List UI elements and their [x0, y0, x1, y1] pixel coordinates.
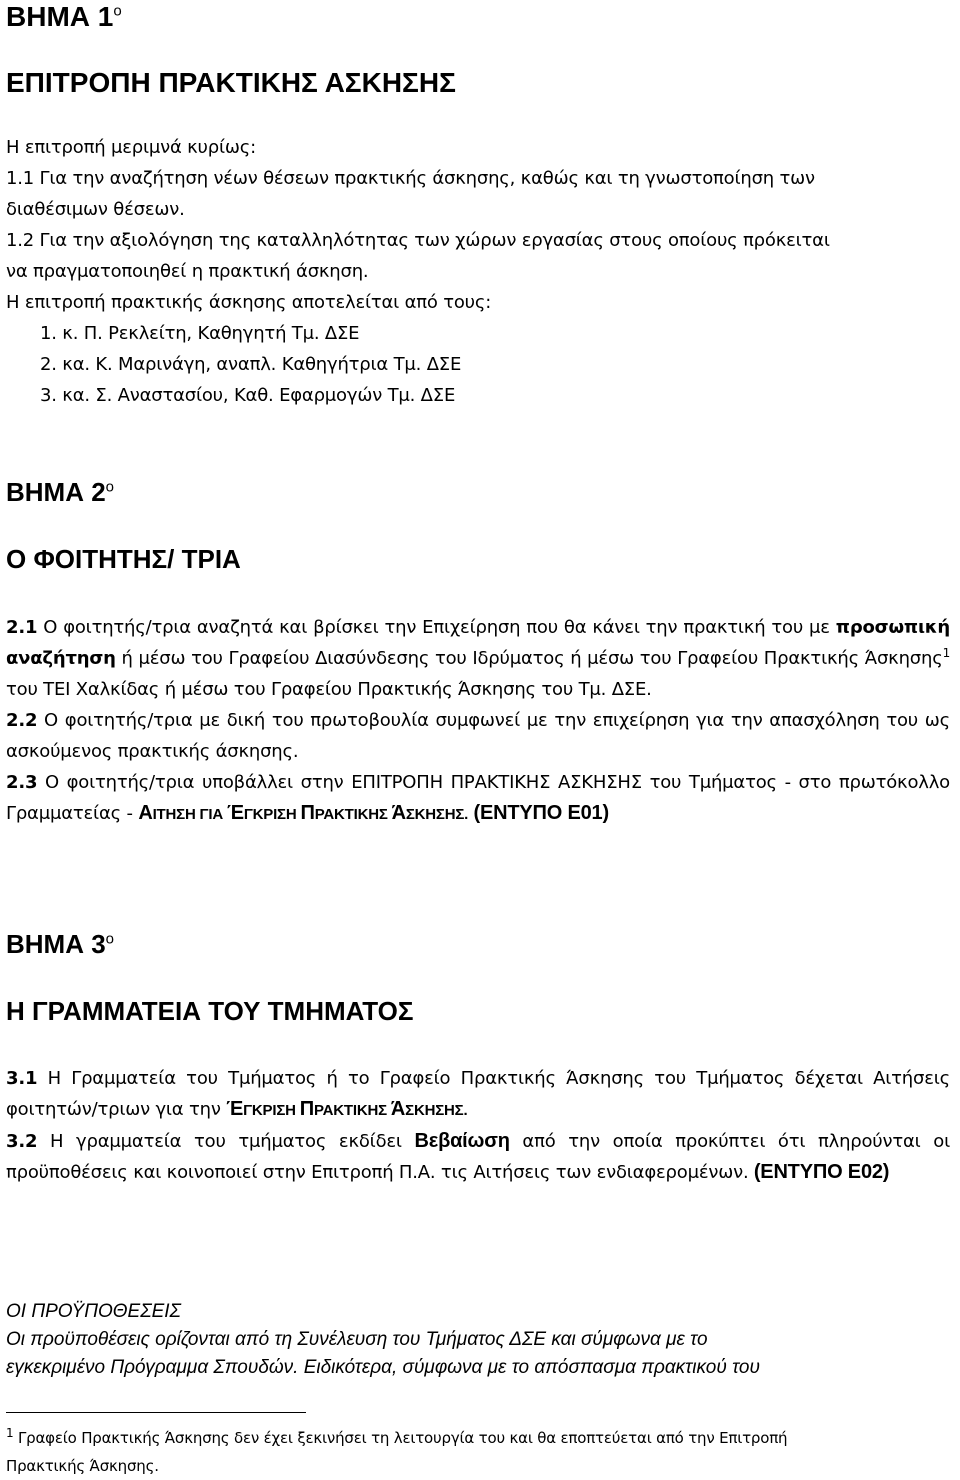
step2-paragraph-2 — [6, 705, 950, 767]
step2-p1-bold: προσωπική αναζήτηση — [6, 617, 950, 669]
step1-line: Η επιτροπή μεριμνά κυρίως: — [6, 137, 256, 158]
step1-body — [6, 132, 950, 411]
step2-p1-text-b: ή μέσω του Γραφείου Διασύνδεσης του Ιδρύματος ή μέσω του Γραφείου Πρακτικής Άσκησης — [115, 648, 943, 669]
step1-heading-text: ΒΗΜΑ 1 — [6, 1, 114, 32]
certificate-word: Βεβαίωση — [414, 1130, 510, 1152]
conditions-block — [6, 1298, 950, 1382]
step2-paragraph-1 — [6, 612, 950, 705]
member-item: 1. κ. Π. Ρεκλείτη, Καθηγητή Τμ. ΔΣΕ — [40, 323, 360, 344]
smallcaps-initial: Ά — [391, 802, 406, 824]
footnote-divider — [6, 1412, 306, 1413]
step3-heading-sup: ο — [105, 930, 115, 948]
footnote-line — [6, 1424, 950, 1452]
footnote-text: Γραφείο Πρακτικής Άσκησης δεν έχει ξεκινήσει τη λειτουργία του και θα εποπτεύεται από την Επιτροπή — [13, 1429, 788, 1447]
step2-heading-text: ΒΗΜΑ 2 — [6, 477, 106, 507]
step1-line: 1.1 Για την αναζήτηση νέων θέσεων πρακτικής άσκησης, καθώς και τη γνωστοποίηση των — [6, 168, 815, 189]
smallcaps-rest: ΡΑΚΤΙΚΗΣ — [314, 806, 392, 823]
step2-paragraph-3 — [6, 767, 950, 830]
footnote-ref[interactable]: 1 — [942, 646, 950, 660]
smallcaps-initial: Έ — [226, 802, 244, 824]
step1-line: διαθέσιμων θέσεων. — [6, 199, 185, 220]
smallcaps-rest: ΓΚΡΙΣΗ — [243, 1102, 300, 1119]
smallcaps-initial: Α — [138, 802, 153, 824]
step2-p3-text: Ο φοιτητής/τρια υποβάλλει στην ΕΠΙΤΡΟΠΗ ΠΡΑΚΤΙΚΗΣ ΑΣΚΗΣΗΣ του Τμήματος - στο πρωτόκολλο Γραμματείας - — [6, 772, 950, 824]
smallcaps-rest: ΓΚΡΙΣΗ — [243, 806, 301, 823]
member-item: 3. κα. Σ. Αναστασίου, Καθ. Εφαρμογών Τμ. ΔΣΕ — [40, 385, 456, 406]
smallcaps-initial: Έ — [226, 1098, 244, 1120]
step2-p2-text: Ο φοιτητής/τρια με δική του πρωτοβουλία συμφωνεί με την επιχείρηση για την απασχόληση του ως ασκούμενος πρακτικής άσκησης. — [6, 710, 950, 762]
footnote-mark: 1 — [6, 1426, 14, 1440]
step1-line: 1.2 Για την αξιολόγηση της καταλληλότητας των χώρων εργασίας στους οποίους πρόκειται — [6, 230, 830, 251]
smallcaps-initial: Π — [299, 1098, 314, 1120]
smallcaps-initial: Π — [300, 802, 315, 824]
conditions-line: Οι προϋποθέσεις ορίζονται από τη Συνέλευση του Τμήματος ΔΣΕ και σύμφωνα με το — [6, 1329, 708, 1350]
step3-paragraph-2 — [6, 1126, 950, 1188]
step1-heading — [6, 0, 950, 34]
footnote-line: Πρακτικής Άσκησης. — [6, 1457, 159, 1475]
step2-p1-number: 2.1 — [6, 617, 38, 638]
step2-body — [6, 612, 950, 830]
step3-heading — [6, 928, 950, 960]
step2-heading-sup: ο — [105, 478, 115, 496]
conditions-title: ΟΙ ΠΡΟΫΠΟΘΕΣΕΙΣ — [6, 1301, 181, 1322]
step3-body — [6, 1063, 950, 1188]
step2-p1-text-a: Ο φοιτητής/τρια αναζητά και βρίσκει την Επιχείρηση που θα κάνει την πρακτική του με — [37, 617, 836, 638]
form-code-e02: (ΕΝΤΥΠΟ Ε02) — [748, 1161, 890, 1183]
member-item: 2. κα. Κ. Μαρινάγη, αναπλ. Καθηγήτρια Τμ. ΔΣΕ — [40, 354, 462, 375]
step3-p2-text-a: Η γραμματεία του τμήματος εκδίδει — [37, 1131, 415, 1152]
step1-heading-sup: ο — [113, 2, 122, 20]
smallcaps-initial: Ά — [390, 1098, 406, 1120]
application-form-title — [138, 803, 468, 823]
footnote — [6, 1424, 950, 1480]
step3-p2-text-b: από την οποία προκύπτει ότι πληρούνται οι προϋποθέσεις και κοινοποιεί στην Επιτροπή Π.Α. τις Αιτήσεις των ενδιαφερομένων. — [6, 1131, 950, 1183]
step3-p1-text: Η Γραμματεία του Τμήματος ή το Γραφείο Πρακτικής Άσκησης του Τμήματος δέχεται Αιτήσεις φοιτητών/τριων για την — [6, 1068, 950, 1120]
step2-p1-text-c: του ΤΕΙ Χαλκίδας ή μέσω του Γραφείου Πρακτικής Άσκησης του Τμ. ΔΣΕ. — [6, 679, 652, 700]
step1-title: ΕΠΙΤΡΟΠΗ ΠΡΑΚΤΙΚΗΣ ΑΣΚΗΣΗΣ — [6, 67, 456, 98]
step2-heading — [6, 476, 950, 508]
conditions-line: εγκεκριμένο Πρόγραμμα Σπουδών. Ειδικότερα, σύμφωνα με το απόσπασμα πρακτικού του — [6, 1357, 760, 1378]
smallcaps-rest: ΡΑΚΤΙΚΗΣ — [313, 1102, 391, 1119]
step2-p2-number: 2.2 — [6, 710, 38, 731]
step3-p1-number: 3.1 — [6, 1068, 38, 1089]
step3-paragraph-1 — [6, 1063, 950, 1126]
form-code-e01: (ΕΝΤΥΠΟ Ε01) — [468, 802, 609, 824]
smallcaps-rest: ΣΚΗΣΗΣ. — [405, 1102, 468, 1119]
step1-line: να πραγματοποιηθεί η πρακτική άσκηση. — [6, 261, 369, 282]
step3-heading-text: ΒΗΜΑ 3 — [6, 929, 106, 959]
smallcaps-rest: ΣΚΗΣΗΣ. — [405, 806, 469, 823]
smallcaps-rest: ΙΤΗΣΗ ΓΙΑ — [152, 806, 227, 823]
step3-p2-number: 3.2 — [6, 1131, 38, 1152]
step1-line: Η επιτροπή πρακτικής άσκησης αποτελείται από τους: — [6, 292, 492, 313]
step2-p3-number: 2.3 — [6, 772, 38, 793]
step3-title: Η ΓΡΑΜΜΑΤΕΙΑ ΤΟΥ ΤΜΗΜΑΤΟΣ — [6, 996, 414, 1026]
step2-title: Ο ΦΟΙΤΗΤΗΣ/ ΤΡΙΑ — [6, 544, 241, 574]
approval-title — [226, 1099, 467, 1119]
